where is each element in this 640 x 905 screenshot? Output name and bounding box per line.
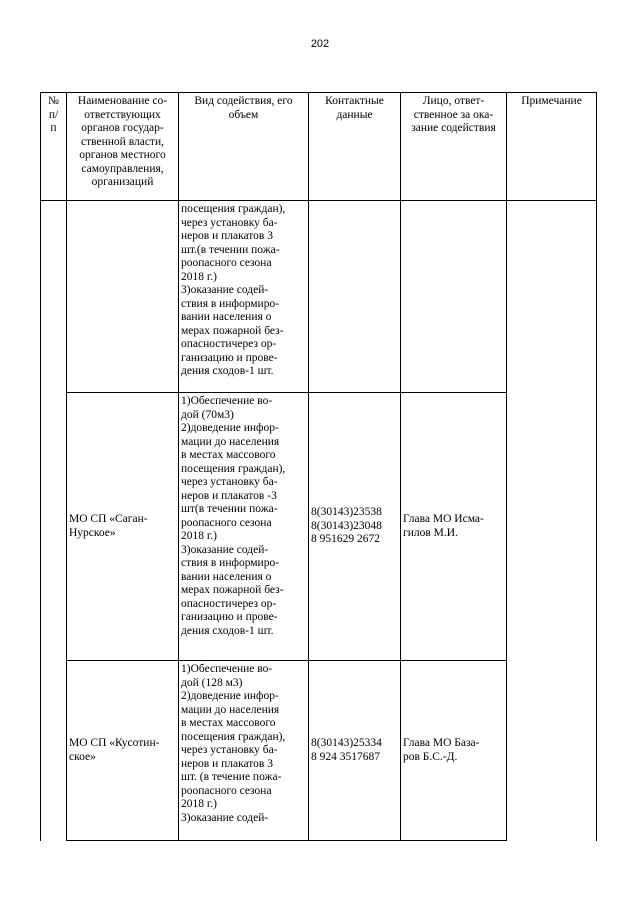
type-cell: 1)Обеспечение во- дой (128 м3) 2)доведение инфор- мации до населения в местах массового посещения граждан), через установку ба- неров и плакатов 3 шт. (в течение пожа- роопасного сезона 2018 г.) 3)оказание содей- bbox=[179, 661, 309, 841]
header-row bbox=[41, 93, 597, 201]
num-cell bbox=[41, 201, 67, 841]
page-number: 202 bbox=[310, 38, 330, 50]
contacts-cell: 8(30143)25334 8 924 3517687 bbox=[309, 661, 401, 841]
table-row bbox=[41, 201, 597, 393]
name-cell bbox=[67, 201, 179, 393]
note-cell bbox=[507, 393, 597, 841]
header-contacts: Контактные данные bbox=[309, 93, 401, 201]
header-num: № п/ п bbox=[41, 93, 67, 201]
header-type: Вид содействия, его объем bbox=[179, 93, 309, 201]
type-cell: 1)Обеспечение во- дой (70м3) 2)доведение инфор- мации до населения в местах массового посещения граждан), через установку ба- неров и плакатов -3 шт(в течении пожа- роопасного сезона 2018 г.) 3)оказание содей- ствия в информиро- вании населения о мерах пожарной без- опасностичерез ор- ганизацию и прове- дения сходов-1 шт. bbox=[179, 393, 309, 661]
contacts-cell: 8(30143)23538 8(30143)23048 8 951629 2672 bbox=[309, 393, 401, 661]
person-cell bbox=[401, 201, 507, 393]
type-cell: посещения граждан), через установку ба- неров и плакатов 3 шт.(в течении пожа- роопасного сезона 2018 г.) 3)оказание содей- ствия в информиро- вании населения о мерах пожарной без- опасностичерез ор- ганизацию и прове- дения сходов-1 шт. bbox=[179, 201, 309, 393]
name-cell: МО СП «Кусотин- ское» bbox=[67, 661, 179, 841]
name-cell: МО СП «Саган- Нурское» bbox=[67, 393, 179, 661]
table-row bbox=[41, 393, 597, 661]
note-cell bbox=[507, 201, 597, 393]
contacts-cell bbox=[309, 201, 401, 393]
header-note: Примечание bbox=[507, 93, 597, 201]
header-name: Наименование со- ответствующих органов государ- ственной власти, органов местного самоуправления, организаций bbox=[67, 93, 179, 201]
person-cell: Глава МО Исма- гилов М.И. bbox=[401, 393, 507, 661]
person-cell: Глава МО База- ров Б.С.-Д. bbox=[401, 661, 507, 841]
assistance-table bbox=[40, 92, 597, 841]
header-person: Лицо, ответ- ственное за ока- зание содействия bbox=[401, 93, 507, 201]
